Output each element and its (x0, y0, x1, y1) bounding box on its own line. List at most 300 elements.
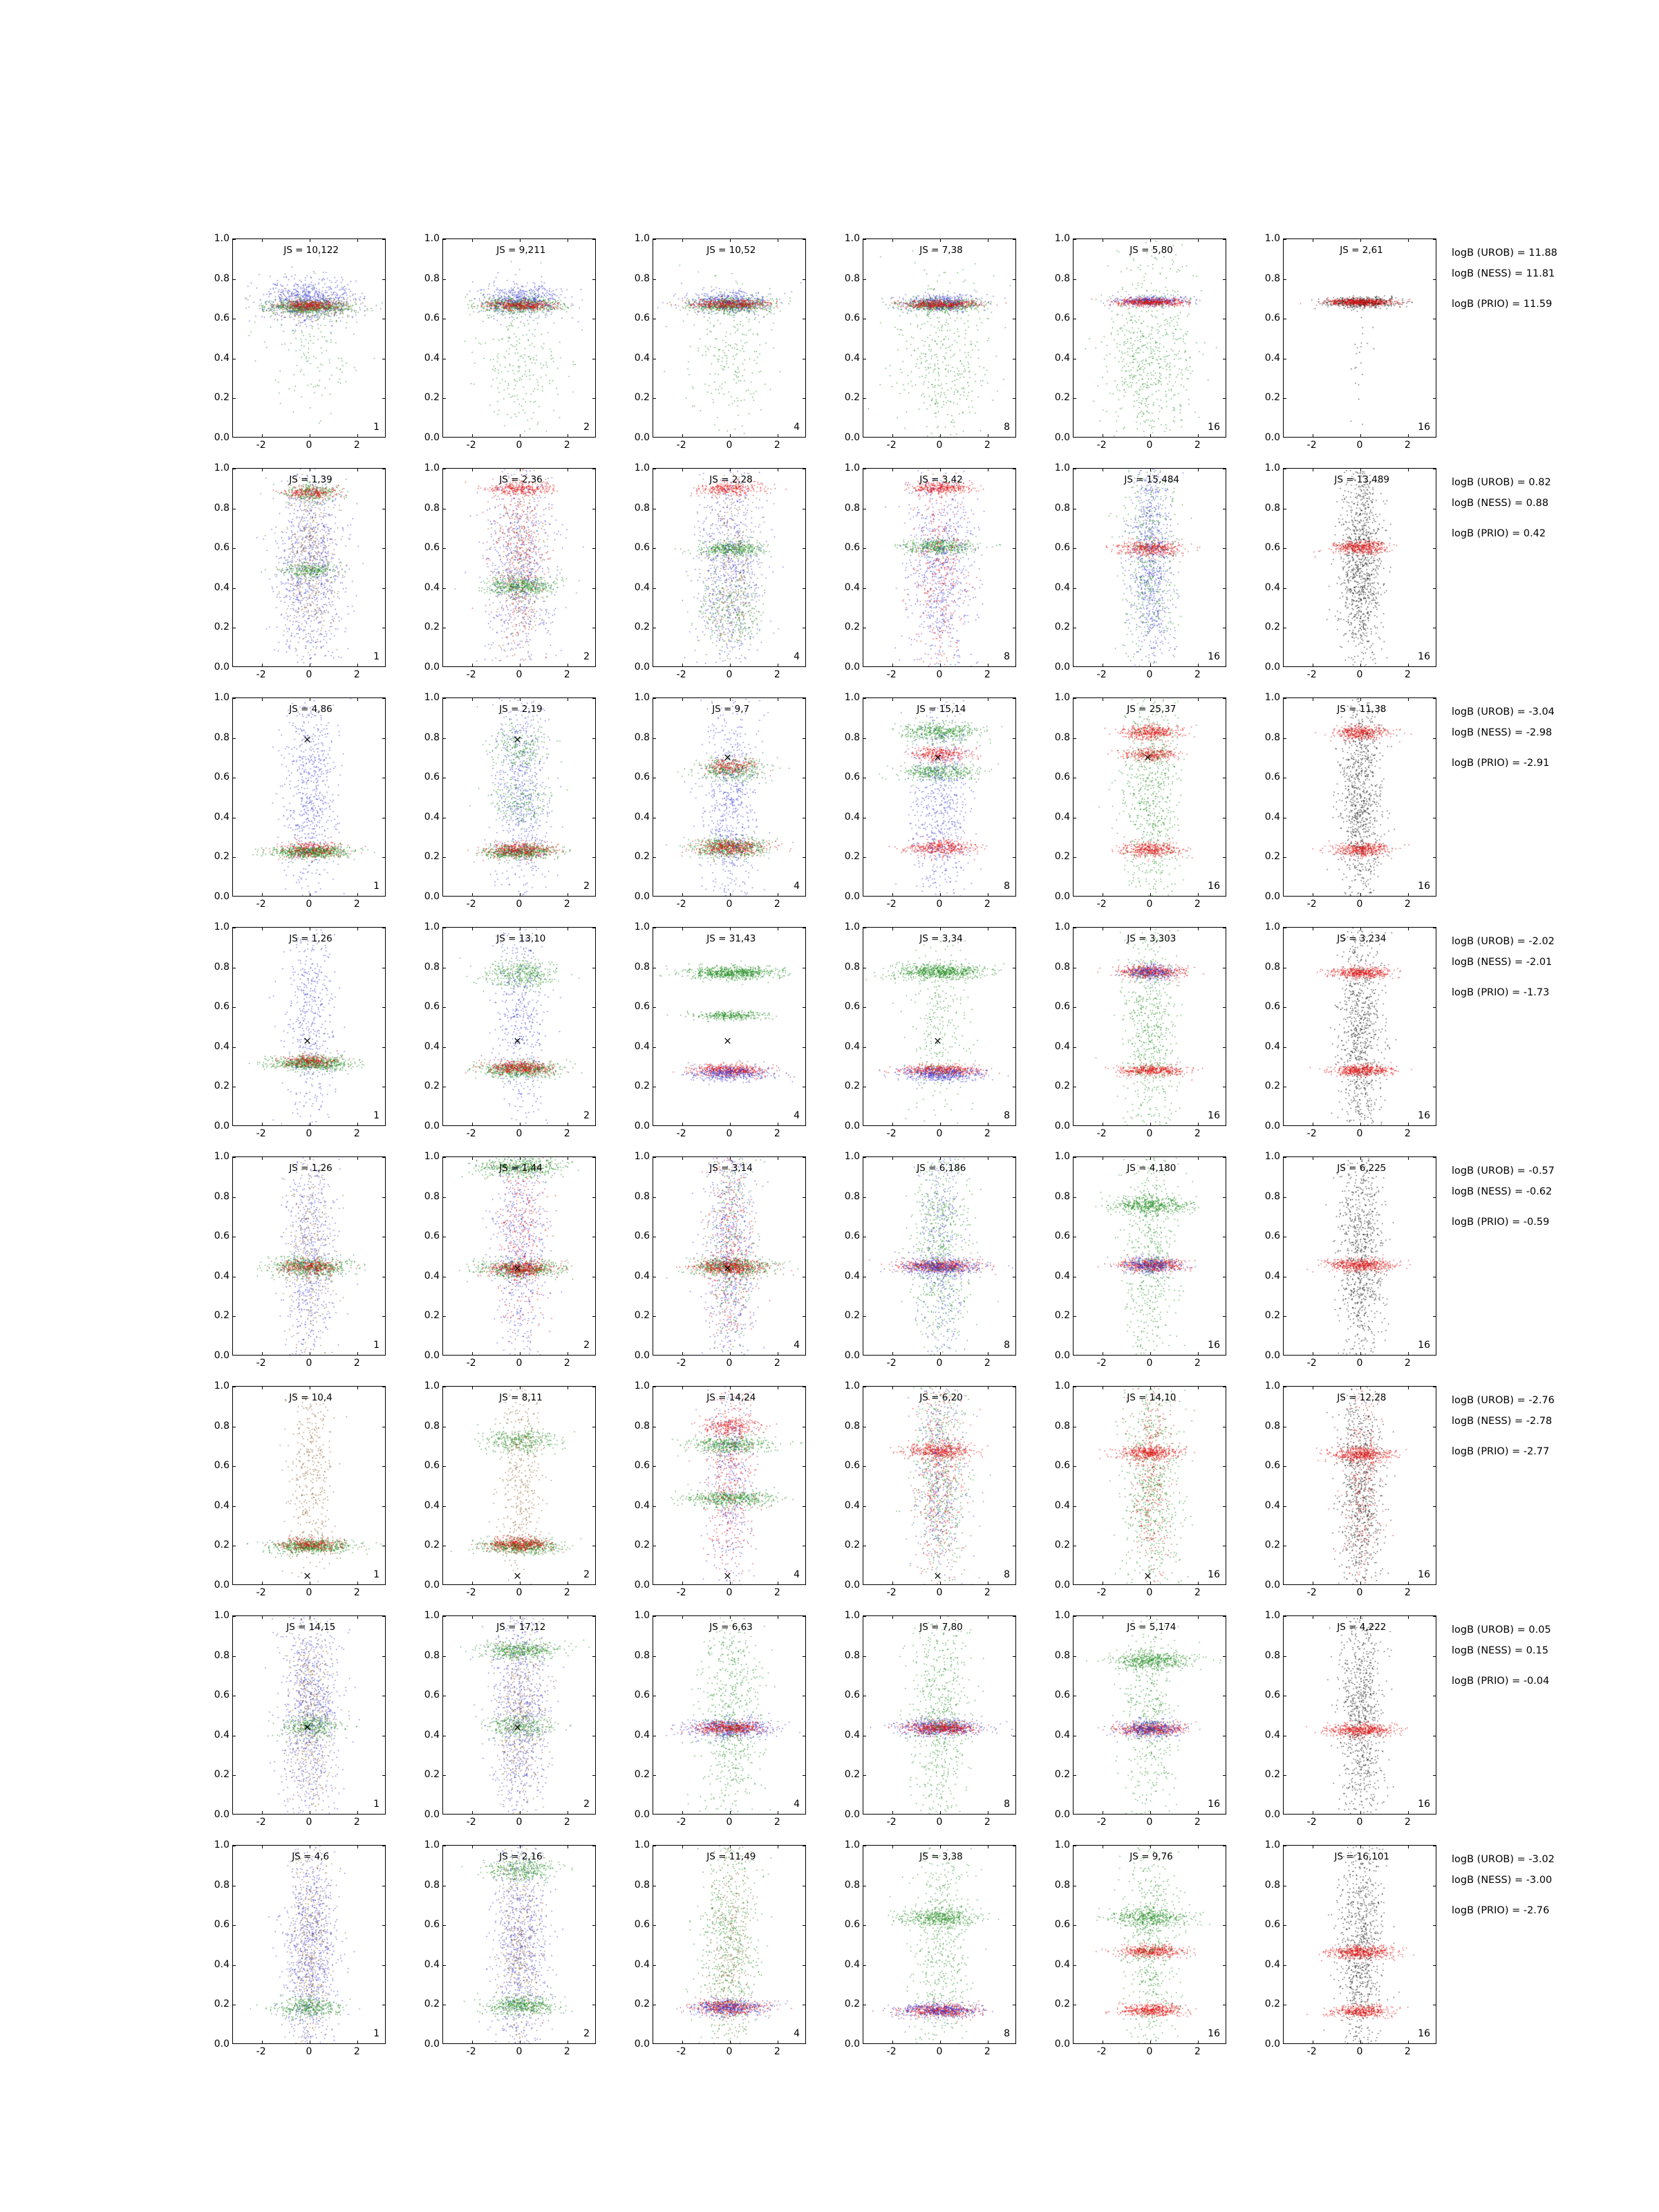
plot-area[interactable] (1073, 468, 1226, 667)
y-axis-tick-labels (1041, 462, 1073, 673)
y-tick-label: 0.6 (214, 312, 229, 324)
scatter-points-layer (443, 698, 596, 897)
plot-area[interactable] (1283, 1845, 1436, 2044)
axes (1041, 1151, 1226, 1361)
y-axis-tick-labels (621, 233, 653, 443)
scatter-panel[interactable] (621, 1839, 806, 2059)
plot-area[interactable] (442, 1386, 596, 1585)
y-axis-tick-labels (411, 692, 442, 902)
scatter-panel[interactable] (200, 1151, 386, 1371)
y-tick-label: 0.8 (1054, 1190, 1070, 1202)
y-tick-label: 0.8 (1264, 1879, 1280, 1891)
plot-area[interactable] (863, 1615, 1016, 1815)
plot-area[interactable] (232, 1386, 386, 1585)
x-tick-label: -2 (886, 1128, 897, 1139)
x-tick-label: 0 (936, 1358, 943, 1369)
scatter-panel[interactable] (831, 1151, 1016, 1371)
plot-area[interactable] (1283, 468, 1436, 667)
scatter-panel[interactable] (411, 1610, 596, 1830)
scatter-panel[interactable] (621, 233, 806, 453)
y-tick-label: 0.8 (634, 272, 650, 284)
js-divergence-label: JS = 6,225 (1337, 1163, 1387, 1174)
x-tick-label: -2 (676, 1358, 686, 1369)
y-tick-label: 0.2 (1264, 621, 1280, 633)
scatter-points-layer (1074, 928, 1226, 1126)
scatter-panel[interactable] (621, 1380, 806, 1600)
plot-area[interactable] (863, 238, 1016, 438)
y-tick-label: 1.0 (214, 921, 229, 932)
y-axis-tick-labels (200, 1151, 232, 1361)
panel-corner-label: 16 (1418, 1340, 1430, 1351)
plot-area[interactable] (1073, 697, 1226, 897)
y-axis-tick-labels (411, 1839, 442, 2050)
plot-area[interactable] (1283, 238, 1436, 438)
y-tick-label: 1.0 (424, 1380, 440, 1391)
y-tick-label: 0.4 (1054, 1729, 1070, 1741)
x-tick-label: 2 (563, 1587, 570, 1598)
plot-area[interactable] (1073, 238, 1226, 438)
y-tick-label: 0.0 (214, 1809, 229, 1820)
x-tick-label: 2 (563, 669, 570, 680)
logb-ness-label: logB (NESS) = 0.88 (1452, 498, 1549, 509)
y-axis-tick-labels (1251, 233, 1283, 443)
x-tick-label: -2 (1306, 440, 1317, 451)
js-divergence-label: JS = 8,11 (499, 1392, 543, 1403)
y-tick-label: 0.2 (424, 1998, 440, 2010)
y-tick-label: 0.4 (424, 1270, 440, 1282)
plot-area[interactable] (1283, 1386, 1436, 1585)
panel-corner-label: 16 (1418, 1799, 1430, 1810)
plot-area[interactable] (1073, 1386, 1226, 1585)
y-tick-label: 0.8 (214, 1649, 229, 1661)
panel-corner-label: 2 (583, 1340, 590, 1351)
scatter-panel[interactable] (1251, 1380, 1436, 1600)
axes (1251, 1839, 1436, 2050)
x-axis-tick-labels (1283, 2044, 1436, 2059)
y-axis-tick-labels (1041, 1839, 1073, 2050)
y-tick-label: 0.0 (634, 432, 650, 443)
y-tick-label: 0.2 (214, 621, 229, 633)
plot-area[interactable] (1283, 1615, 1436, 1815)
plot-area[interactable] (232, 238, 386, 438)
y-axis-tick-labels (1251, 692, 1283, 902)
scatter-panel[interactable] (1251, 233, 1436, 453)
y-axis-tick-labels (1251, 1380, 1283, 1591)
truth-cross-marker: × (513, 1262, 522, 1275)
y-axis-tick-labels (1251, 1151, 1283, 1361)
scatter-panel[interactable] (411, 233, 596, 453)
x-axis-tick-labels (1073, 1126, 1226, 1141)
plot-area[interactable] (1073, 1156, 1226, 1356)
scatter-panel[interactable] (1041, 692, 1226, 912)
panel-row (200, 1380, 1555, 1600)
plot-area[interactable] (442, 1845, 596, 2044)
x-axis-tick-labels (232, 2044, 386, 2059)
x-tick-label: -2 (1096, 1587, 1107, 1598)
y-tick-label: 0.0 (424, 1121, 440, 1132)
scatter-points-layer (233, 239, 386, 438)
axes (1251, 462, 1436, 673)
panel-corner-label: 1 (373, 881, 379, 892)
x-tick-label: 2 (353, 1128, 360, 1139)
y-tick-label: 0.4 (424, 1499, 440, 1511)
axes (411, 1610, 596, 1820)
scatter-points-layer (653, 1157, 806, 1356)
y-tick-label: 0.8 (424, 272, 440, 284)
x-tick-label: 2 (353, 2046, 360, 2057)
y-tick-label: 0.2 (634, 621, 650, 633)
scatter-panel[interactable] (621, 1610, 806, 1830)
scatter-panel[interactable] (200, 692, 386, 912)
scatter-panel[interactable] (1251, 1151, 1436, 1371)
y-tick-label: 0.6 (1054, 1919, 1070, 1931)
x-tick-label: 2 (774, 2046, 780, 2057)
y-tick-label: 0.0 (634, 1121, 650, 1132)
x-tick-label: 0 (306, 440, 312, 451)
y-tick-label: 0.6 (214, 542, 229, 554)
axes (621, 1839, 806, 2050)
x-tick-label: 0 (516, 669, 523, 680)
x-axis-tick-labels (442, 2044, 596, 2059)
y-tick-label: 0.4 (214, 1958, 229, 1970)
x-tick-label: 2 (984, 2046, 991, 2057)
scatter-panel[interactable] (1041, 1839, 1226, 2059)
x-tick-label: 2 (774, 669, 780, 680)
js-divergence-label: JS = 9,76 (1130, 1851, 1173, 1862)
scatter-panel[interactable] (411, 1839, 596, 2059)
panel-corner-label: 8 (1004, 2028, 1010, 2039)
x-axis-tick-labels (653, 667, 806, 682)
x-axis-tick-labels (863, 1815, 1016, 1830)
x-tick-label: -2 (1306, 1587, 1317, 1598)
x-tick-label: 2 (563, 440, 570, 451)
y-tick-label: 0.2 (634, 851, 650, 863)
scatter-panel[interactable] (1251, 692, 1436, 912)
js-divergence-label: JS = 13,10 (496, 933, 546, 944)
scatter-panel[interactable] (831, 233, 1016, 453)
scatter-panel[interactable] (200, 1610, 386, 1830)
js-divergence-label: JS = 3,42 (919, 474, 963, 485)
y-tick-label: 0.4 (634, 581, 650, 593)
y-tick-label: 0.4 (844, 581, 860, 593)
y-tick-label: 0.2 (634, 1539, 650, 1551)
plot-area[interactable] (863, 1386, 1016, 1585)
y-tick-label: 0.2 (844, 621, 860, 633)
scatter-panel[interactable] (1041, 921, 1226, 1141)
plot-area[interactable] (653, 468, 806, 667)
logb-urob-label: logB (UROB) = -0.57 (1452, 1165, 1555, 1177)
js-divergence-label: JS = 4,222 (1337, 1622, 1387, 1633)
plot-area[interactable] (1283, 697, 1436, 897)
js-divergence-label: JS = 4,86 (289, 704, 332, 715)
y-tick-label: 1.0 (634, 1151, 650, 1162)
x-tick-label: -2 (466, 1587, 476, 1598)
y-tick-label: 0.2 (634, 1998, 650, 2010)
scatter-panel[interactable] (621, 1151, 806, 1371)
plot-area[interactable] (232, 927, 386, 1126)
scatter-panel[interactable] (621, 462, 806, 682)
scatter-points-layer (653, 1846, 806, 2044)
y-tick-label: 1.0 (1054, 692, 1070, 703)
y-axis-tick-labels (411, 233, 442, 443)
x-axis-tick-labels (863, 1585, 1016, 1600)
y-tick-label: 0.2 (634, 1310, 650, 1322)
x-tick-label: 0 (1356, 1587, 1363, 1598)
y-tick-label: 0.2 (1264, 1539, 1280, 1551)
axes (1041, 692, 1226, 902)
y-tick-label: 1.0 (214, 233, 229, 244)
scatter-panel[interactable] (411, 921, 596, 1141)
x-tick-label: -2 (466, 2046, 476, 2057)
y-tick-label: 0.6 (844, 1001, 860, 1013)
y-tick-label: 0.0 (214, 1350, 229, 1361)
truth-cross-marker: × (723, 1262, 732, 1275)
js-divergence-label: JS = 2,28 (709, 474, 753, 485)
y-tick-label: 0.0 (1054, 891, 1070, 902)
x-tick-label: -2 (676, 1587, 686, 1598)
js-divergence-label: JS = 14,24 (706, 1392, 756, 1403)
y-tick-label: 0.8 (1054, 502, 1070, 514)
y-tick-label: 1.0 (214, 1151, 229, 1162)
plot-area[interactable] (653, 927, 806, 1126)
y-tick-label: 0.2 (424, 851, 440, 863)
scatter-panel[interactable] (1041, 1380, 1226, 1600)
y-tick-label: 0.6 (1054, 1689, 1070, 1701)
y-tick-label: 0.4 (844, 1729, 860, 1741)
y-tick-label: 0.8 (424, 731, 440, 743)
plot-area[interactable] (232, 1615, 386, 1815)
y-axis-tick-labels (831, 1380, 863, 1591)
scatter-points-layer (1074, 698, 1226, 897)
plot-area[interactable] (653, 1845, 806, 2044)
y-tick-label: 0.2 (424, 621, 440, 633)
scatter-panel[interactable] (831, 462, 1016, 682)
js-divergence-label: JS = 2,36 (499, 474, 543, 485)
y-axis-tick-labels (1041, 1151, 1073, 1361)
logb-urob-label: logB (UROB) = 11.88 (1452, 247, 1557, 259)
scatter-panel[interactable] (1251, 1839, 1436, 2059)
x-tick-label: 0 (516, 2046, 523, 2057)
scatter-panel[interactable] (1251, 1610, 1436, 1830)
x-axis-tick-labels (863, 438, 1016, 453)
panel-corner-label: 4 (794, 881, 800, 892)
plot-area[interactable] (232, 697, 386, 897)
plot-area[interactable] (653, 1386, 806, 1585)
y-tick-label: 0.8 (1054, 1420, 1070, 1432)
x-tick-label: 2 (774, 1358, 780, 1369)
plot-area[interactable] (653, 697, 806, 897)
panel-corner-label: 16 (1208, 1110, 1220, 1121)
y-tick-label: 0.0 (844, 891, 860, 902)
y-tick-label: 0.0 (424, 2038, 440, 2050)
y-tick-label: 0.0 (1054, 1350, 1070, 1361)
scatter-panel[interactable] (831, 1380, 1016, 1600)
plot-area[interactable] (442, 927, 596, 1126)
scatter-panel[interactable] (411, 1380, 596, 1600)
x-axis-tick-labels (442, 438, 596, 453)
plot-area[interactable] (1073, 927, 1226, 1126)
plot-area[interactable] (863, 1845, 1016, 2044)
y-tick-label: 0.0 (214, 2038, 229, 2050)
x-tick-label: 2 (1404, 899, 1411, 910)
plot-area[interactable] (1283, 1156, 1436, 1356)
scatter-panel[interactable] (1041, 1151, 1226, 1371)
scatter-points-layer (863, 928, 1016, 1126)
plot-area[interactable] (232, 468, 386, 667)
x-tick-label: 2 (1404, 1358, 1411, 1369)
plot-area[interactable] (863, 1156, 1016, 1356)
y-tick-label: 0.2 (1264, 1080, 1280, 1092)
y-tick-label: 0.4 (1054, 1040, 1070, 1052)
plot-area[interactable] (1073, 1615, 1226, 1815)
logb-prio-label: logB (PRIO) = 0.42 (1452, 528, 1546, 539)
axes (1041, 1610, 1226, 1820)
plot-area[interactable] (1073, 1845, 1226, 2044)
panel-corner-label: 4 (794, 1799, 800, 1810)
x-axis-tick-labels (442, 897, 596, 912)
axes (200, 921, 386, 1132)
axes (411, 1839, 596, 2050)
plot-area[interactable] (863, 697, 1016, 897)
plot-area[interactable] (863, 468, 1016, 667)
x-tick-label: 0 (306, 1358, 312, 1369)
x-tick-label: 2 (1194, 2046, 1201, 2057)
x-tick-label: -2 (466, 1128, 476, 1139)
logb-ness-label: logB (NESS) = -2.78 (1452, 1416, 1553, 1427)
axes (621, 462, 806, 673)
y-tick-label: 0.4 (634, 352, 650, 364)
y-tick-label: 0.4 (844, 352, 860, 364)
scatter-panel[interactable] (831, 921, 1016, 1141)
scatter-panel[interactable] (411, 462, 596, 682)
panel-corner-label: 4 (794, 651, 800, 662)
panel-corner-label: 4 (794, 422, 800, 433)
plot-area[interactable] (1283, 927, 1436, 1126)
y-axis-tick-labels (621, 462, 653, 673)
scatter-points-layer (443, 1616, 596, 1815)
x-axis-tick-labels (863, 1356, 1016, 1371)
x-tick-label: 2 (774, 1587, 780, 1598)
x-tick-label: 2 (774, 899, 780, 910)
js-divergence-label: JS = 1,39 (289, 474, 332, 485)
plot-area[interactable] (232, 1156, 386, 1356)
scatter-panel[interactable] (1251, 921, 1436, 1141)
scatter-panel[interactable] (621, 692, 806, 912)
scatter-points-layer (1074, 239, 1226, 438)
y-tick-label: 0.4 (634, 1499, 650, 1511)
plot-area[interactable] (232, 1845, 386, 2044)
y-tick-label: 0.0 (1264, 662, 1280, 673)
plot-area[interactable] (653, 238, 806, 438)
scatter-points-layer (443, 1387, 596, 1585)
plot-area[interactable] (442, 1156, 596, 1356)
scatter-panel[interactable] (1251, 462, 1436, 682)
plot-area[interactable] (442, 238, 596, 438)
y-tick-label: 0.6 (214, 1001, 229, 1013)
scatter-panel[interactable] (1041, 233, 1226, 453)
scatter-panel[interactable] (831, 1610, 1016, 1830)
y-tick-label: 0.2 (844, 1080, 860, 1092)
axes (621, 1380, 806, 1591)
scatter-panel[interactable] (200, 462, 386, 682)
y-tick-label: 0.0 (844, 662, 860, 673)
y-axis-tick-labels (621, 692, 653, 902)
x-tick-label: 2 (1404, 440, 1411, 451)
y-tick-label: 0.8 (424, 961, 440, 973)
x-tick-label: -2 (1306, 899, 1317, 910)
scatter-panel[interactable] (1041, 462, 1226, 682)
plot-area[interactable] (442, 697, 596, 897)
scatter-panel[interactable] (200, 1380, 386, 1600)
panel-corner-label: 16 (1208, 2028, 1220, 2039)
scatter-points-layer (1284, 1616, 1436, 1815)
y-tick-label: 0.0 (844, 2038, 860, 2050)
plot-area[interactable] (653, 1156, 806, 1356)
x-tick-label: 0 (516, 1358, 523, 1369)
x-tick-label: -2 (676, 669, 686, 680)
y-tick-label: 0.0 (844, 1580, 860, 1591)
y-tick-label: 1.0 (634, 233, 650, 244)
y-tick-label: 0.8 (424, 1879, 440, 1891)
scatter-panel[interactable] (831, 692, 1016, 912)
y-tick-label: 0.6 (214, 771, 229, 783)
y-tick-label: 0.8 (1054, 272, 1070, 284)
truth-cross-marker: × (513, 733, 522, 746)
axes (200, 1839, 386, 2050)
y-tick-label: 0.2 (1054, 1080, 1070, 1092)
y-tick-label: 0.0 (214, 1121, 229, 1132)
y-axis-tick-labels (1251, 1610, 1283, 1820)
y-tick-label: 0.4 (844, 1499, 860, 1511)
axes (831, 233, 1016, 443)
panel-corner-label: 8 (1004, 651, 1010, 662)
panel-corner-label: 16 (1418, 881, 1430, 892)
scatter-panel[interactable] (411, 692, 596, 912)
y-axis-tick-labels (621, 921, 653, 1132)
y-tick-label: 0.0 (1054, 662, 1070, 673)
x-tick-label: 2 (1404, 1817, 1411, 1828)
x-tick-label: 2 (1404, 1587, 1411, 1598)
x-axis-tick-labels (442, 1356, 596, 1371)
scatter-panel[interactable] (411, 1151, 596, 1371)
plot-area[interactable] (863, 927, 1016, 1126)
x-tick-label: -2 (466, 899, 476, 910)
axes (621, 1151, 806, 1361)
plot-area[interactable] (653, 1615, 806, 1815)
scatter-points-layer (443, 1846, 596, 2044)
scatter-panel[interactable] (1041, 1610, 1226, 1830)
js-divergence-label: JS = 2,16 (499, 1851, 543, 1862)
panel-row (200, 921, 1555, 1141)
y-tick-label: 0.0 (214, 891, 229, 902)
y-tick-label: 0.2 (424, 392, 440, 404)
scatter-panel[interactable] (200, 233, 386, 453)
y-tick-label: 0.2 (1264, 1998, 1280, 2010)
x-tick-label: 2 (1194, 1358, 1201, 1369)
scatter-panel[interactable] (200, 921, 386, 1141)
y-tick-label: 0.4 (1054, 352, 1070, 364)
scatter-panel[interactable] (831, 1839, 1016, 2059)
y-tick-label: 0.2 (844, 1310, 860, 1322)
plot-area[interactable] (442, 468, 596, 667)
logb-prio-label: logB (PRIO) = -0.04 (1452, 1676, 1550, 1687)
scatter-panel[interactable] (621, 921, 806, 1141)
scatter-panel[interactable] (200, 1839, 386, 2059)
y-tick-label: 0.0 (844, 1350, 860, 1361)
plot-area[interactable] (442, 1615, 596, 1815)
y-tick-label: 0.6 (1264, 1230, 1280, 1242)
js-divergence-label: JS = 14,15 (286, 1622, 336, 1633)
